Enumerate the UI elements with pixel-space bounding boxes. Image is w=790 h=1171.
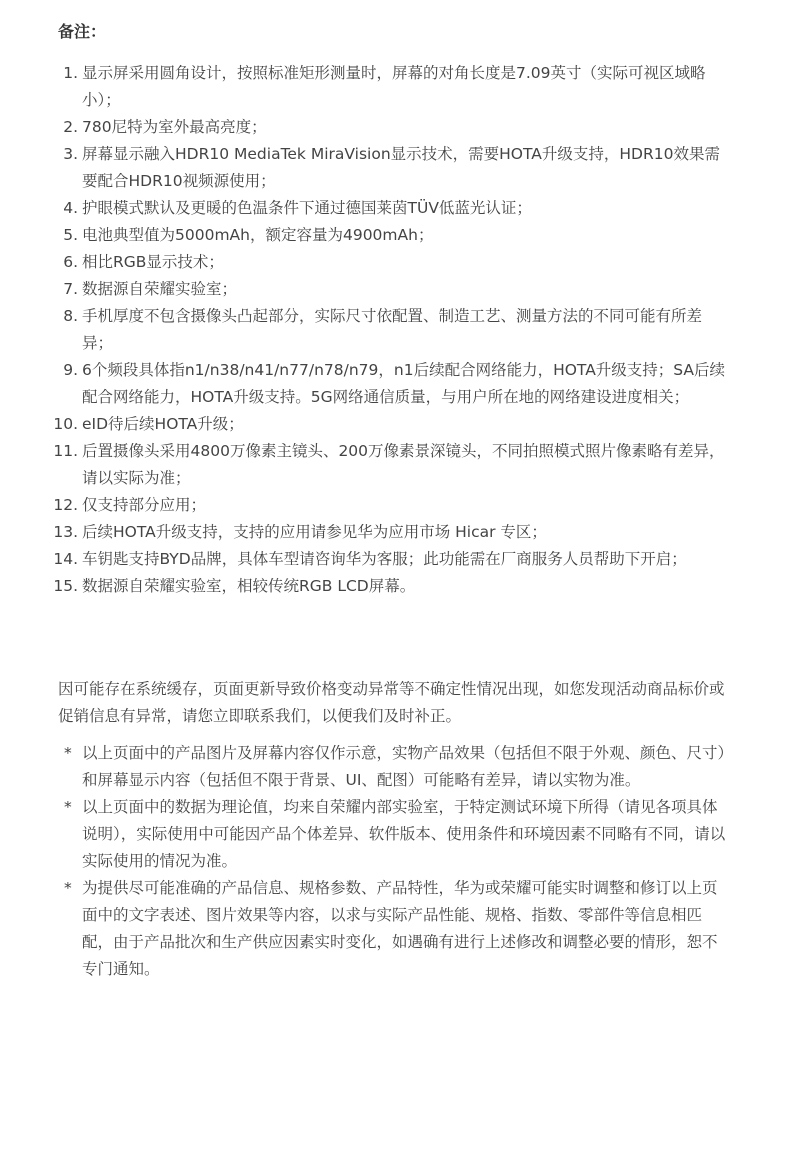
note-item: [53, 438, 732, 492]
note-item: [53, 411, 732, 438]
note-number: 10.: [53, 415, 78, 433]
note-text: 数据源自荣耀实验室，相较传统RGB LCD屏幕。: [82, 577, 416, 595]
note-number: 6.: [63, 253, 78, 271]
asterisk-marker: *: [64, 879, 72, 897]
note-item: [63, 141, 732, 195]
note-text: 相比RGB显示技术；: [82, 253, 224, 271]
note-number: 3.: [63, 145, 78, 163]
note-number: 4.: [63, 199, 78, 217]
note-text: 数据源自荣耀实验室；: [82, 280, 238, 298]
note-item: [53, 492, 732, 519]
note-item: [63, 303, 732, 357]
note-item: [63, 195, 732, 222]
disclaimer-text: 为提供尽可能准确的产品信息、规格参数、产品特性，华为或荣耀可能实时调整和修订以上页面中的文字表述、图片效果等内容，以求与实际产品性能、规格、指数、零部件等信息相匹配，由于产品批次和生产供应因素实时变化，如遇确有进行上述修改和调整必要的情形，恕不专门通知。: [82, 879, 718, 978]
note-number: 1.: [63, 64, 78, 82]
note-number: 7.: [63, 280, 78, 298]
note-text: 后置摄像头采用4800万像素主镜头、200万像素景深镜头，不同拍照模式照片像素略有差异，请以实际为准；: [82, 442, 725, 487]
note-number: 2.: [63, 118, 78, 136]
note-number: 11.: [53, 442, 78, 460]
note-text: eID待后续HOTA升级；: [82, 415, 244, 433]
note-item: [63, 357, 732, 411]
note-text: 6个频段具体指n1/n38/n41/n77/n78/n79，n1后续配合网络能力，HOTA升级支持；SA后续配合网络能力，HOTA升级支持。5G网络通信质量，与用户所在地的网络建设进度相关；: [82, 361, 726, 406]
note-number: 14.: [53, 550, 78, 568]
note-text: 仅支持部分应用；: [82, 496, 207, 514]
asterisk-marker: *: [64, 798, 72, 816]
note-number: 12.: [53, 496, 78, 514]
note-text: 手机厚度不包含摄像头凸起部分，实际尺寸依配置、制造工艺、测量方法的不同可能有所差异；: [82, 307, 703, 352]
note-text: 显示屏采用圆角设计，按照标准矩形测量时，屏幕的对角长度是7.09英寸（实际可视区域略小）；: [82, 64, 706, 109]
note-item: [63, 60, 732, 114]
note-text: 后续HOTA升级支持，支持的应用请参见华为应用市场 Hicar 专区；: [82, 523, 547, 541]
note-number: 5.: [63, 226, 78, 244]
note-item: [63, 276, 732, 303]
notes-title: 备注：: [58, 22, 107, 41]
disclaimer-item: [64, 740, 732, 794]
note-item: [53, 519, 732, 546]
note-text: 护眼模式默认及更暖的色温条件下通过德国莱茵TÜV低蓝光认证；: [82, 199, 532, 217]
note-text: 780尼特为室外最高亮度；: [82, 118, 267, 136]
note-number: 13.: [53, 523, 78, 541]
disclaimer-item: [64, 875, 732, 983]
note-text: 电池典型值为5000mAh，额定容量为4900mAh；: [82, 226, 434, 244]
notes-list: [53, 60, 732, 600]
disclaimer-list: [64, 740, 732, 983]
note-number: 15.: [53, 577, 78, 595]
disclaimer-text: 以上页面中的数据为理论值，均来自荣耀内部实验室，于特定测试环境下所得（请见各项具体说明），实际使用中可能因产品个体差异、软件版本、使用条件和环境因素不同略有不同，请以实际使用的情况为准。: [82, 798, 726, 870]
note-text: 车钥匙支持BYD品牌，具体车型请咨询华为客服；此功能需在厂商服务人员帮助下开启；: [82, 550, 687, 568]
note-number: 8.: [63, 307, 78, 325]
note-item: [63, 114, 732, 141]
note-item: [63, 222, 732, 249]
disclaimer-item: [64, 794, 732, 875]
asterisk-marker: *: [64, 744, 72, 762]
note-text: 屏幕显示融入HDR10 MediaTek MiraVision显示技术，需要HOTA升级支持，HDR10效果需要配合HDR10视频源使用；: [82, 145, 720, 190]
disclaimer-text: 以上页面中的产品图片及屏幕内容仅作示意，实物产品效果（包括但不限于外观、颜色、尺寸）和屏幕显示内容（包括但不限于背景、UI、配图）可能略有差异，请以实物为准。: [82, 744, 726, 789]
note-item: [63, 249, 732, 276]
price-notice: 因可能存在系统缓存，页面更新导致价格变动异常等不确定性情况出现，如您发现活动商品标价或促销信息有异常，请您立即联系我们，以便我们及时补正。: [58, 680, 725, 725]
note-item: [53, 546, 732, 573]
note-number: 9.: [63, 361, 78, 379]
note-item: [53, 573, 732, 600]
